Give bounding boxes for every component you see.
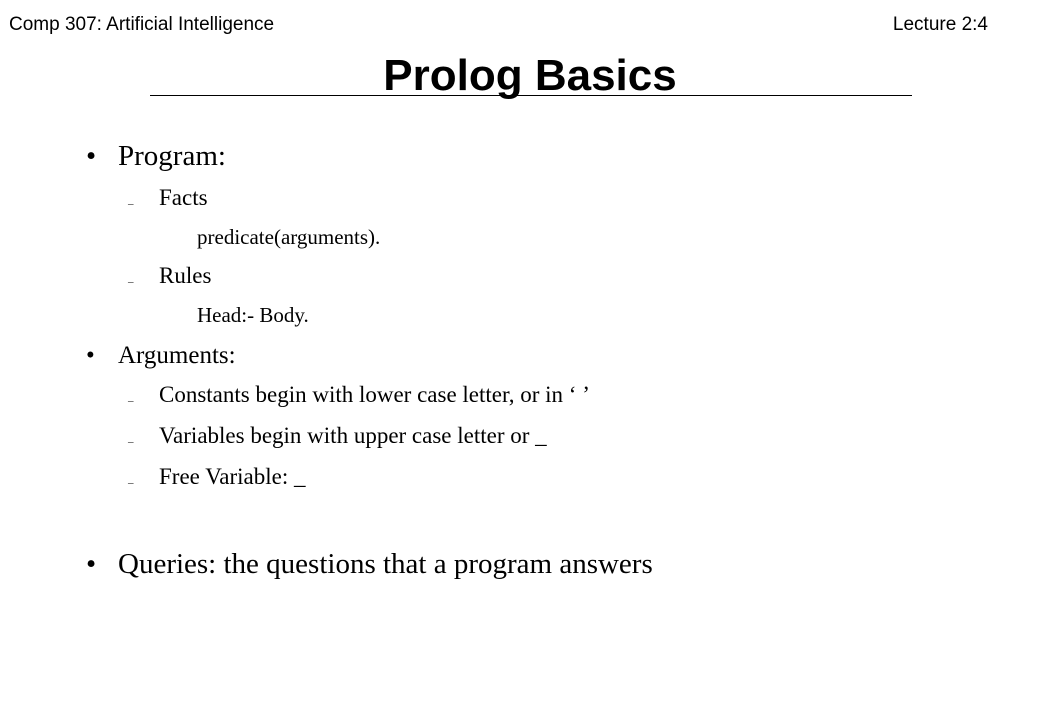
bullet-text: Arguments: [118, 342, 236, 369]
subitem-variables [128, 422, 547, 454]
bullet-arguments [86, 340, 236, 372]
subitem-free-variable [128, 463, 305, 495]
bullet-queries [86, 546, 653, 582]
rules-syntax: Head:- Body. [197, 303, 309, 327]
dash-symbol: – [128, 395, 134, 407]
subitem-facts [128, 184, 208, 216]
bullet-symbol: • [86, 140, 97, 172]
bullet-text: Queries: the questions that a program answers [118, 548, 653, 580]
subitem-text: Variables begin with upper case letter or _ [159, 423, 547, 448]
slide-title: Prolog Basics [383, 51, 677, 100]
dash-symbol: – [128, 276, 134, 288]
subitem-rules [128, 262, 211, 294]
subitem-text: Rules [159, 263, 212, 288]
bullet-program [86, 138, 226, 174]
subitem-text: Constants begin with lower case letter, or in ‘ ’ [159, 382, 590, 407]
subitem-constants [128, 381, 590, 413]
bullet-symbol: • [86, 342, 95, 369]
dash-symbol: – [128, 436, 134, 448]
title-underline [150, 95, 912, 96]
subitem-text: Facts [159, 185, 208, 210]
lecture-number: Lecture 2:4 [892, 14, 988, 35]
subitem-text: Free Variable: _ [159, 464, 306, 489]
dash-symbol: – [128, 198, 134, 210]
facts-syntax: predicate(arguments). [197, 225, 381, 249]
bullet-text: Program: [118, 140, 226, 172]
course-header: Comp 307: Artificial Intelligence [9, 14, 275, 35]
bullet-symbol: • [86, 548, 97, 580]
dash-symbol: – [128, 477, 134, 489]
